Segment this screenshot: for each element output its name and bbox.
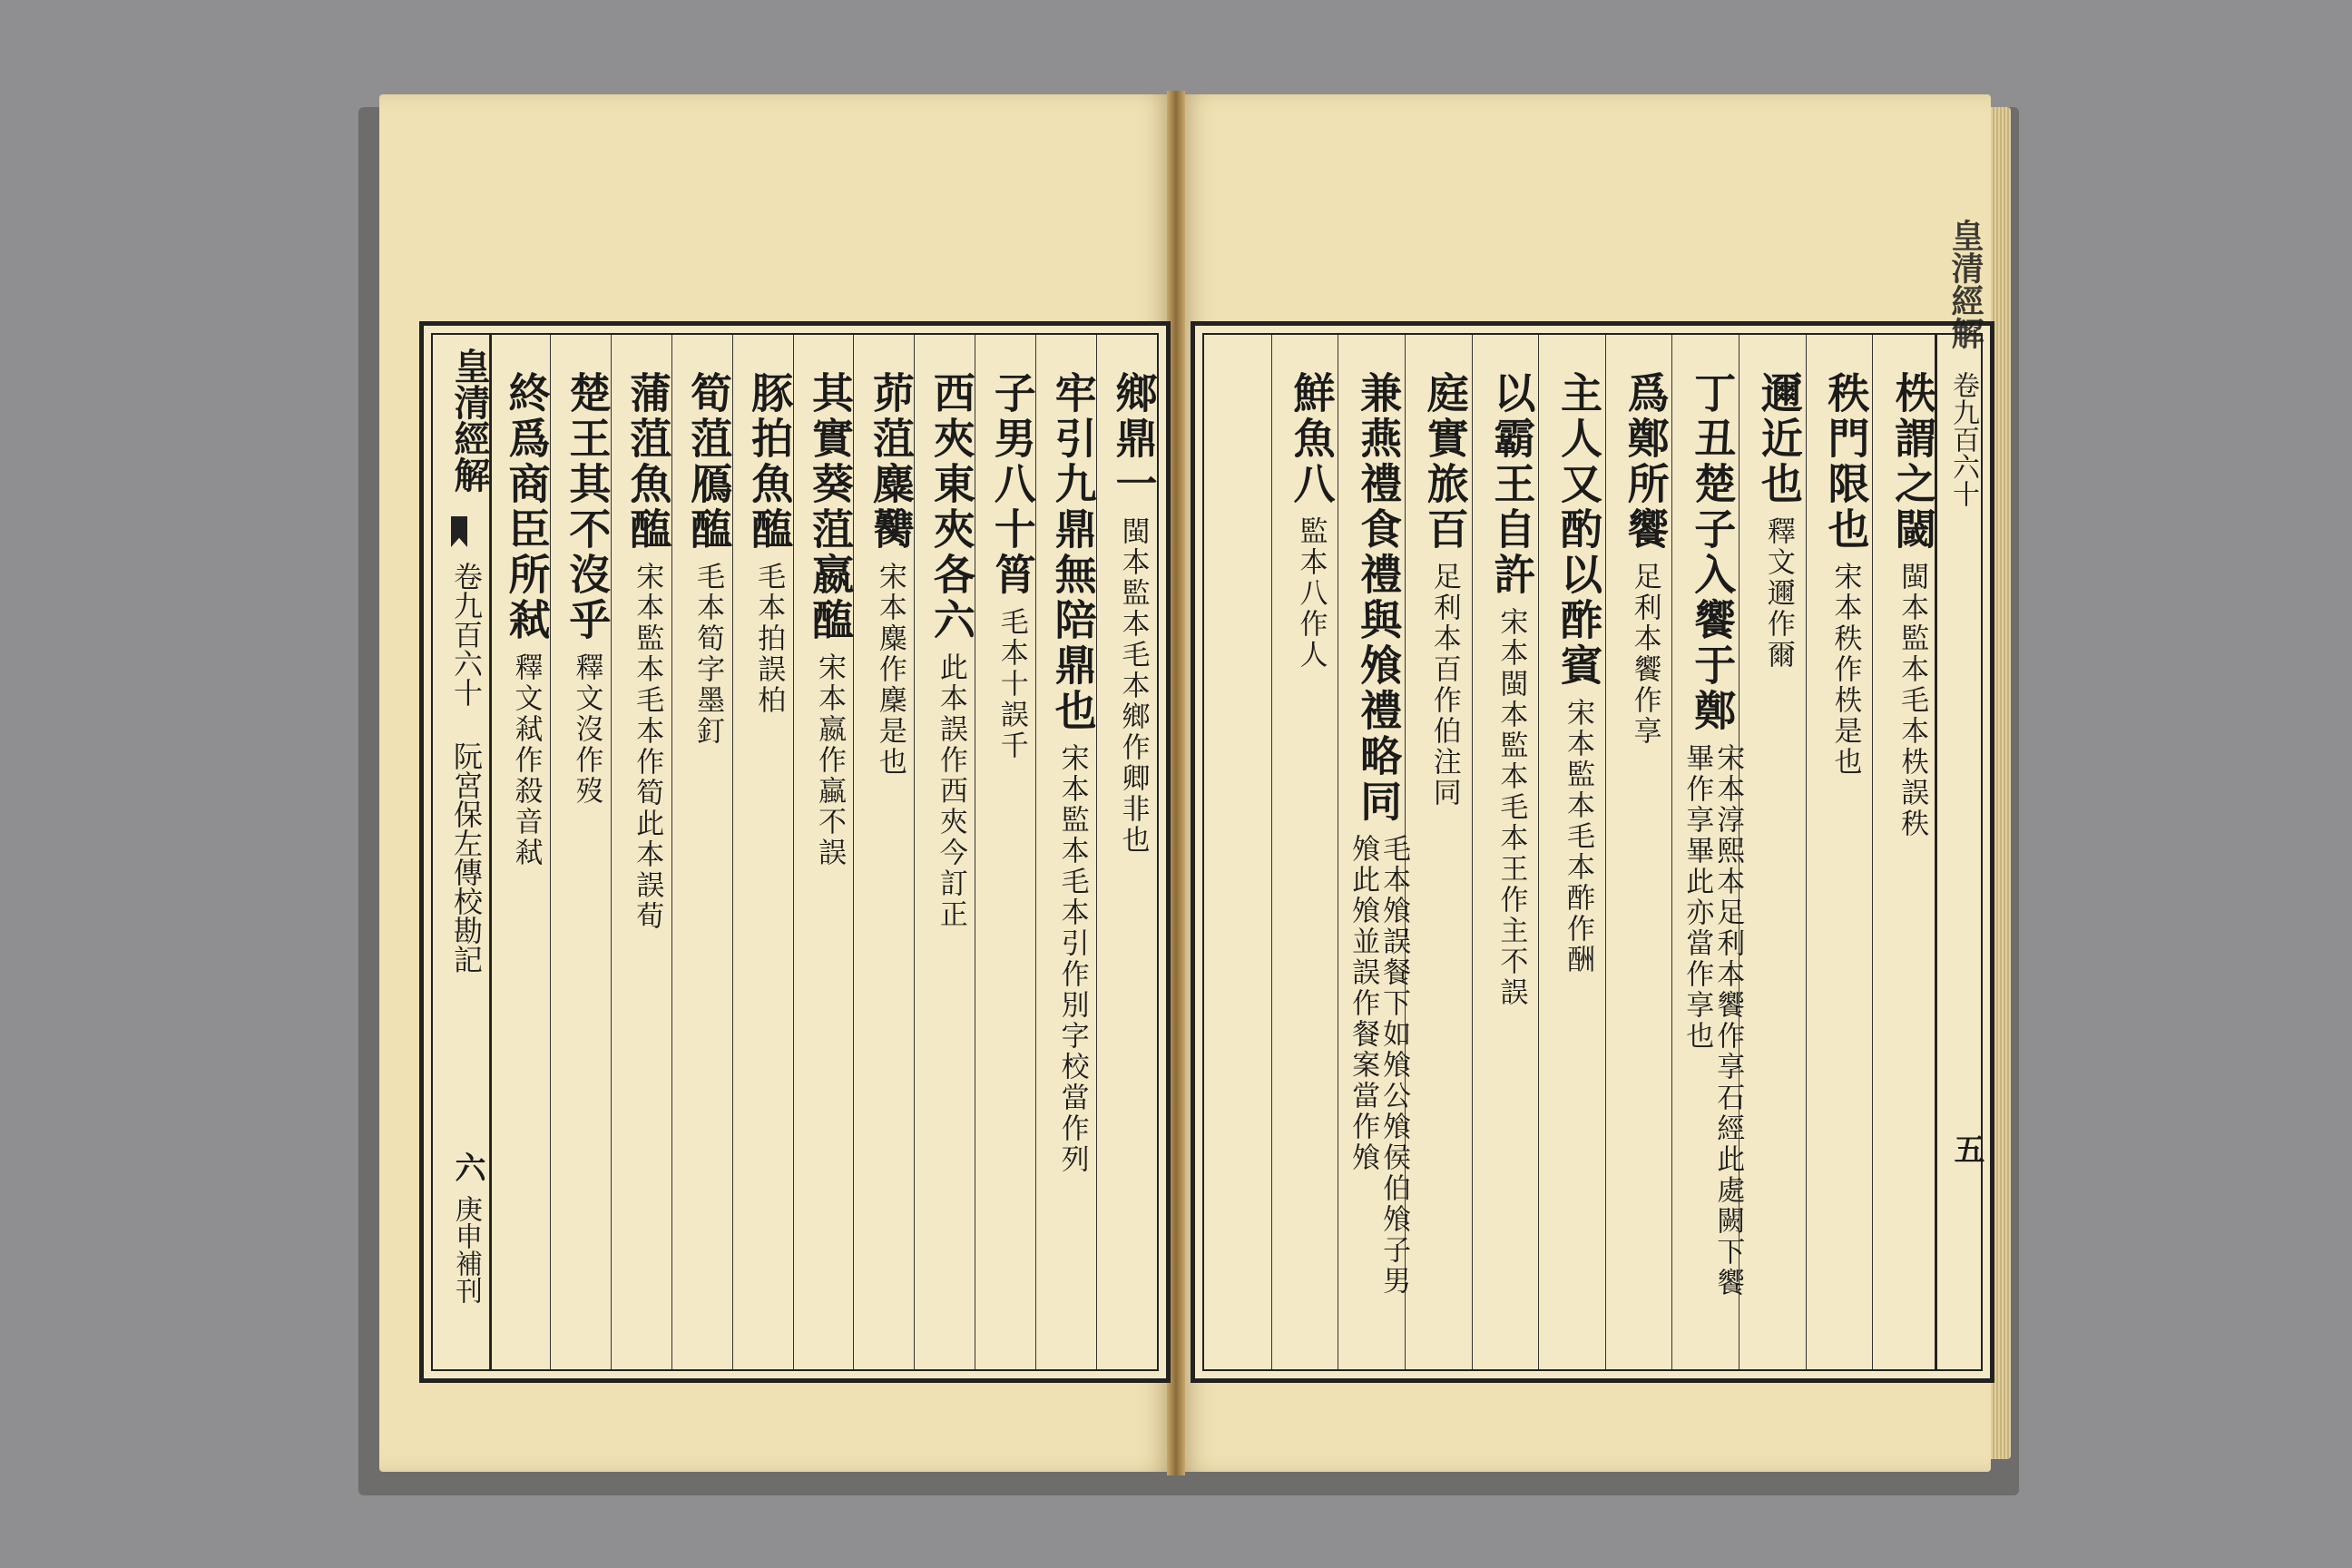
left-column-note-text: 毛本十誤千 <box>995 607 1028 761</box>
left-column <box>550 335 611 1369</box>
left-column-main-text: 西夾東夾各六 <box>926 371 976 643</box>
right-column-main-text: 秩門限也 <box>1821 371 1871 553</box>
right-section-title: 卷九百六十 <box>1947 371 1979 507</box>
right-column-note-text: 足利本饗作享 <box>1628 562 1661 747</box>
right-column <box>1538 335 1605 1369</box>
left-column-note-text: 宋本嬴作蠃不誤 <box>812 652 846 868</box>
left-column <box>1035 335 1096 1369</box>
right-column <box>1271 335 1338 1369</box>
right-text-frame <box>1191 219 1994 1383</box>
right-column-note-text: 毛本飧誤餐下如飧公飧侯伯飧子男 <box>1377 834 1411 1297</box>
left-column-note-text: 釋文沒作歿 <box>570 652 603 807</box>
right-column-main-text: 庭實旅百 <box>1420 371 1470 553</box>
right-column <box>1671 335 1745 1369</box>
right-leaf-number: 五 <box>1948 1133 1984 1164</box>
left-column <box>671 335 732 1369</box>
left-column <box>1096 335 1157 1369</box>
left-margin-strip <box>433 335 492 1369</box>
left-column-note-text: 毛本筍字墨釘 <box>691 562 725 747</box>
left-column-note-text: 宋本監本毛本引作別字校當作列 <box>1055 743 1089 1175</box>
left-column-note-text: 此本誤作西夾今訂正 <box>934 652 967 930</box>
left-column-main-text: 終爲商臣所弒 <box>502 371 552 643</box>
right-column-main-text: 主人又酌以酢賓 <box>1553 371 1603 689</box>
left-leaf-number: 六 <box>449 1152 485 1182</box>
left-inner-border <box>431 333 1159 1371</box>
right-column-note-text: 監本八作人 <box>1294 516 1328 671</box>
left-printing-note: 庚申補刊 <box>450 1195 482 1304</box>
right-column-main-text: 丁丑楚子入饗于鄭 <box>1688 371 1738 734</box>
left-column <box>611 335 671 1369</box>
left-column-main-text: 其實葵菹嬴醢 <box>805 371 855 643</box>
left-column <box>975 335 1035 1369</box>
right-column <box>1872 335 1939 1369</box>
left-column <box>853 335 914 1369</box>
right-column-note-text: 閩本監本毛本柣誤秩 <box>1896 562 1929 839</box>
right-column-main-text: 柣謂之閾 <box>1888 371 1938 553</box>
left-column-note-text: 宋本麋作麇是也 <box>873 562 906 778</box>
right-column <box>1806 335 1873 1369</box>
right-column-note-text: 宋本淳熙本足利本饗作享石經此處闕下饗 <box>1711 743 1745 1298</box>
left-column-note-text: 毛本拍誤柏 <box>752 562 786 716</box>
left-column-main-text: 豚拍魚醢 <box>745 371 795 553</box>
right-column-main-text: 以霸王自許 <box>1487 371 1537 598</box>
left-column-note-text: 釋文弒作殺音弒 <box>509 652 543 868</box>
right-column-main-text: 邇近也 <box>1754 371 1804 507</box>
right-column-note-text: 畢作享畢此亦當作享也 <box>1681 743 1714 1052</box>
right-column-main-text: 兼燕禮食禮與飧禮略同 <box>1354 371 1404 825</box>
left-column <box>732 335 793 1369</box>
left-column-main-text: 筍菹鴈醢 <box>684 371 734 553</box>
left-column-main-text: 鄉鼎一 <box>1109 371 1159 507</box>
right-inner-border <box>1202 219 1984 1371</box>
left-column <box>793 335 854 1369</box>
left-column <box>914 335 975 1369</box>
right-column <box>1338 335 1411 1369</box>
right-column-note-text: 宋本閩本監本毛本王作主不誤 <box>1494 607 1528 1008</box>
left-column-note-text: 宋本監本毛本作筍此本誤荀 <box>631 562 664 932</box>
right-column <box>1605 335 1672 1369</box>
left-fish-tail-mark <box>451 516 467 547</box>
right-column-main-text: 鮮魚八 <box>1287 371 1337 507</box>
right-column-note-text: 釋文邇作爾 <box>1761 516 1795 671</box>
right-book-title: 皇清經解 <box>1946 219 1984 349</box>
left-column-main-text: 蒲菹魚醢 <box>623 371 673 553</box>
left-column-note-text: 閩本監本毛本鄉作卿非也 <box>1116 516 1150 856</box>
left-column-main-text: 楚王其不沒乎 <box>563 371 612 643</box>
right-column-main-text: 爲鄭所饗 <box>1621 371 1671 553</box>
right-column-note-text: 宋本秩作柣是也 <box>1828 562 1862 778</box>
left-column-main-text: 牢引九鼎無陪鼎也 <box>1048 371 1098 734</box>
left-section-title: 卷九百六十 阮宮保左傳校勘記 <box>449 562 484 974</box>
left-text-frame <box>419 321 1171 1383</box>
right-column <box>1472 335 1539 1369</box>
left-column-main-text: 茆菹麋臡 <box>866 371 916 553</box>
left-column <box>489 335 550 1369</box>
right-column-note-text: 飧此飧並誤作餐案當作飧 <box>1347 834 1380 1173</box>
right-column-note-text: 足利本百作伯注同 <box>1427 562 1461 808</box>
left-column-main-text: 子男八十筲 <box>987 371 1037 598</box>
left-book-title: 皇清經解 <box>448 348 491 493</box>
right-column-note-text: 宋本監本毛本酢作酬 <box>1561 698 1594 975</box>
